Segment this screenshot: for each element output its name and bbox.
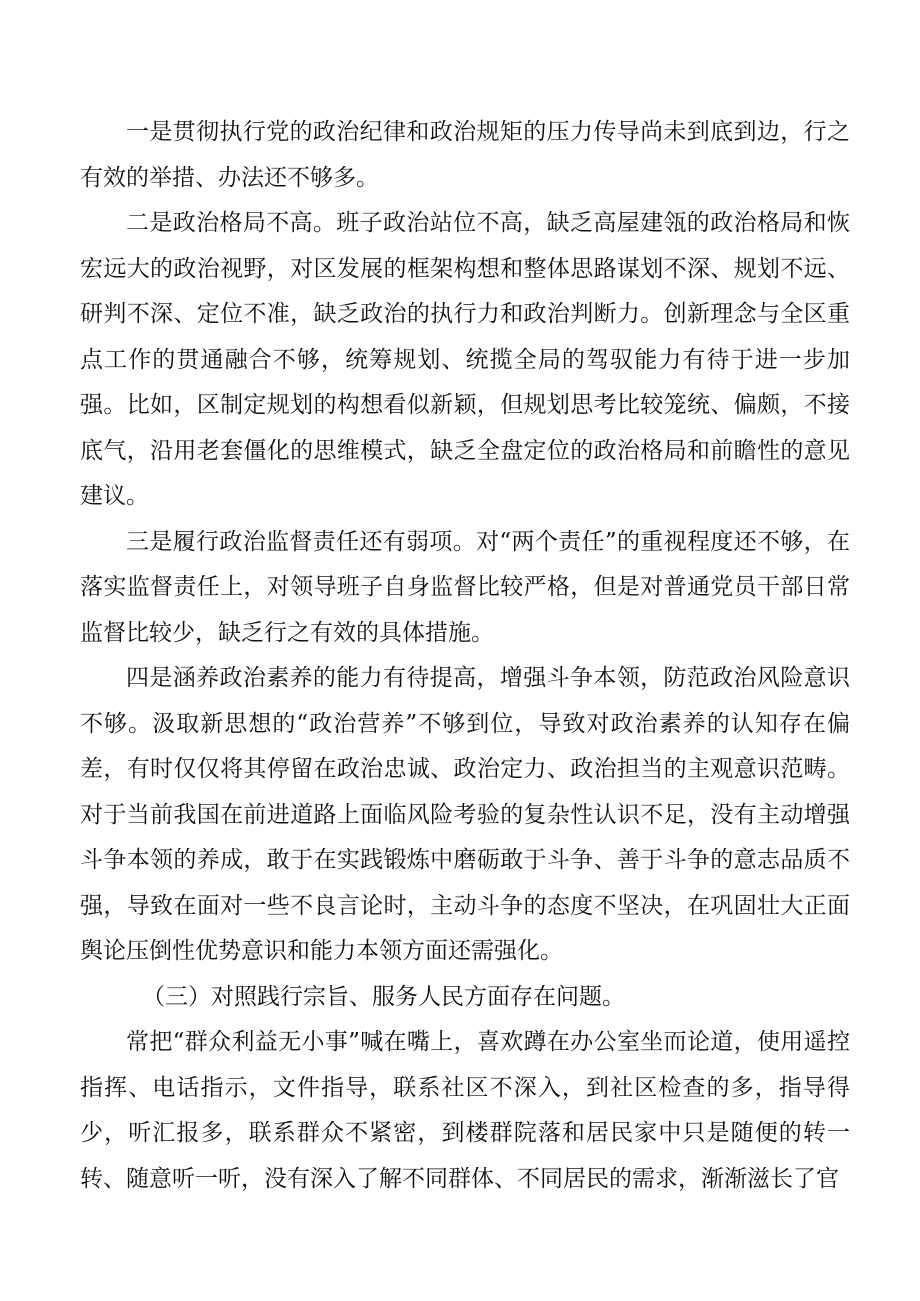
paragraph-5: 常把“群众利益无小事”喊在嘴上，喜欢蹲在办公室坐而论道，使用遥控指挥、电话指示，文件指导，联系社区不深入，到社区检查的多，指导得少，听汇报多，联系群众不紧密，到楼群院落和居民家中只是随便的转一转、随意听一听，没有深入了解不同群体、不同居民的需求，渐渐滋长了官 bbox=[80, 1029, 850, 1192]
section-heading-3: （三）对照践行宗旨、服务人民方面存在问题。 bbox=[142, 983, 625, 1010]
paragraph-3: 三是履行政治监督责任还有弱项。对“两个责任”的重视程度还不够，在落实监督责任上，对领导班子自身监督比较严格，但是对普通党员干部日常监督比较少，缺乏行之有效的具体措施。 bbox=[80, 528, 850, 646]
document-body bbox=[80, 110, 850, 1202]
paragraph-4: 四是涵养政治素养的能力有待提高，增强斗争本领，防范政治风险意识不够。汲取新思想的“政治营养”不够到位，导致对政治素养的认知存在偏差，有时仅仅将其停留在政治忠诚、政治定力、政治担当的主观意识范畴。对于当前我国在前进道路上面临风险考验的复杂性认识不足，没有主动增强斗争本领的养成，敢于在实践锻炼中磨砺敢于斗争、善于斗争的意志品质不强，导致在面对一些不良言论时，主动斗争的态度不坚决，在巩固壮大正面舆论压倒性优势意识和能力本领方面还需强化。 bbox=[80, 665, 850, 964]
paragraph-1: 一是贯彻执行党的政治纪律和政治规矩的压力传导尚未到底到边，行之有效的举措、办法还不够多。 bbox=[80, 119, 850, 191]
paragraph-2: 二是政治格局不高。班子政治站位不高，缺乏高屋建瓴的政治格局和恢宏远大的政治视野，对区发展的框架构想和整体思路谋划不深、规划不远、研判不深、定位不准，缺乏政治的执行力和政治判断力。创新理念与全区重点工作的贯通融合不够，统筹规划、统揽全局的驾驭能力有待于进一步加强。比如，区制定规划的构想看似新颖，但规划思考比较笼统、偏颇，不接底气，沿用老套僵化的思维模式，缺乏全盘定位的政治格局和前瞻性的意见建议。 bbox=[80, 210, 850, 509]
